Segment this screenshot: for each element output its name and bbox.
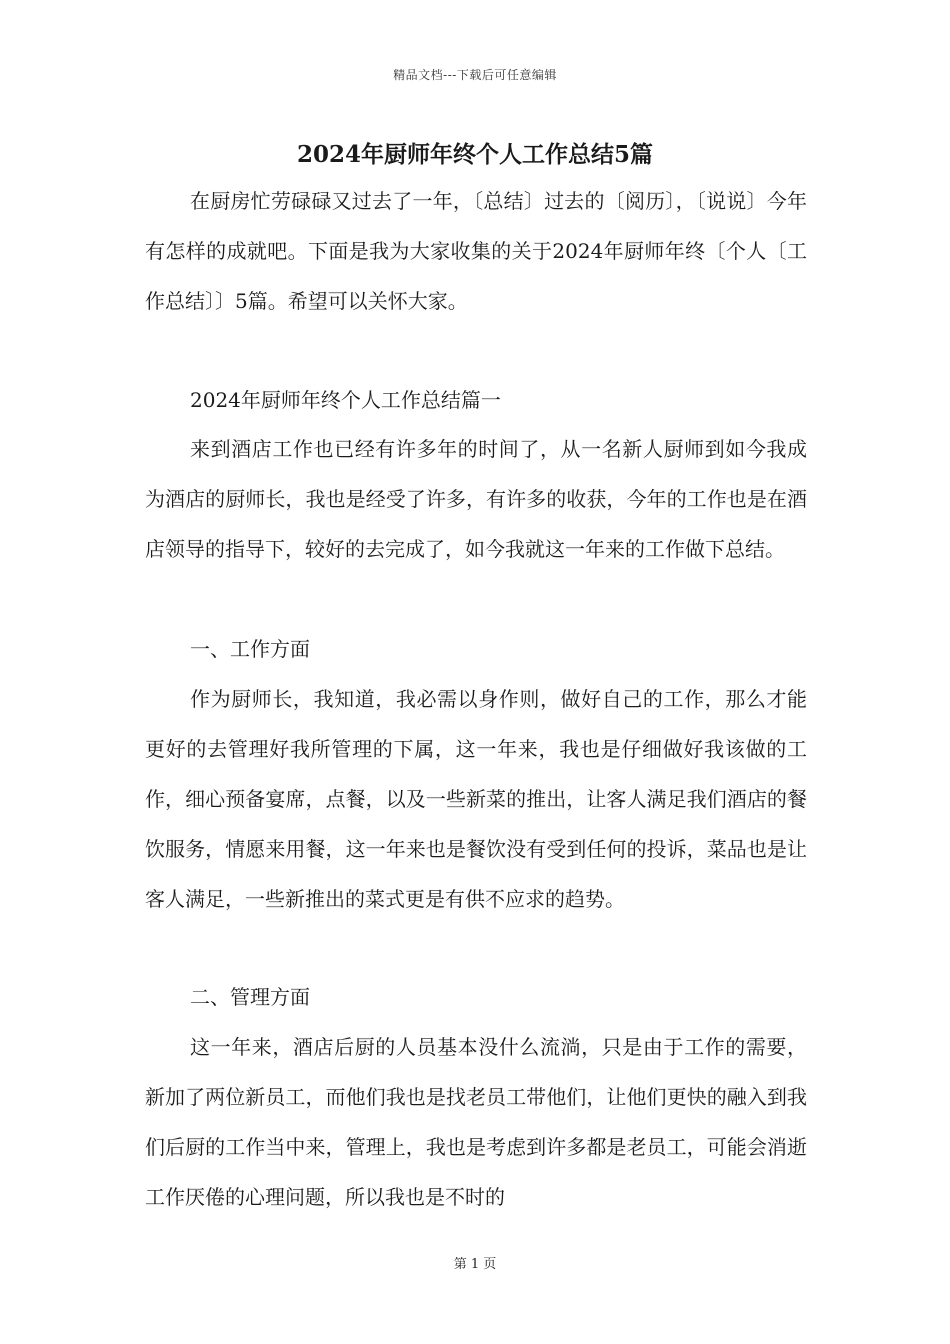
- intro-paragraph: 在厨房忙劳碌碌又过去了一年，〔总结〕过去的〔阅历〕，〔说说〕今年有怎样的成就吧。下面是我为大家收集的关于2024年厨师年终〔个人〔工作总结〕〕5篇。希望可以关怀大家。: [145, 189, 807, 313]
- page-number: 第 1 页: [453, 1257, 497, 1272]
- paragraph-2: 作为厨师长，我知道，我必需以身作则，做好自己的工作，那么才能更好的去管理好我所管理的下属，这一年来，我也是仔细做好我该做的工作，细心预备宴席，点餐，以及一些新菜的推出，让客人满足我们酒店的餐饮服务，情愿来用餐，这一年来也是餐饮没有受到任何的投诉，菜品也是让客人满足，一些新推出的菜式更是有供不应求的趋势。: [145, 687, 807, 911]
- heading-work: 一、工作方面: [190, 637, 310, 661]
- document-title: 2024年厨师年终个人工作总结5篇: [296, 141, 654, 168]
- page-header: 精品文档---下载后可任意编辑: [393, 68, 557, 82]
- heading-management: 二、管理方面: [190, 985, 310, 1009]
- section-title: 2024年厨师年终个人工作总结篇一: [190, 388, 501, 412]
- paragraph-3: 这一年来，酒店后厨的人员基本没什么流淌，只是由于工作的需要，新加了两位新员工，而他们我也是找老员工带他们，让他们更快的融入到我们后厨的工作当中来，管理上，我也是考虑到许多都是老员工，可能会消逝工作厌倦的心理问题，所以我也是不时的: [145, 1035, 807, 1209]
- paragraph-1: 来到酒店工作也已经有许多年的时间了，从一名新人厨师到如今我成为酒店的厨师长，我也是经受了许多，有许多的收获，今年的工作也是在酒店领导的指导下，较好的去完成了，如今我就这一年来的工作做下总结。: [145, 437, 807, 561]
